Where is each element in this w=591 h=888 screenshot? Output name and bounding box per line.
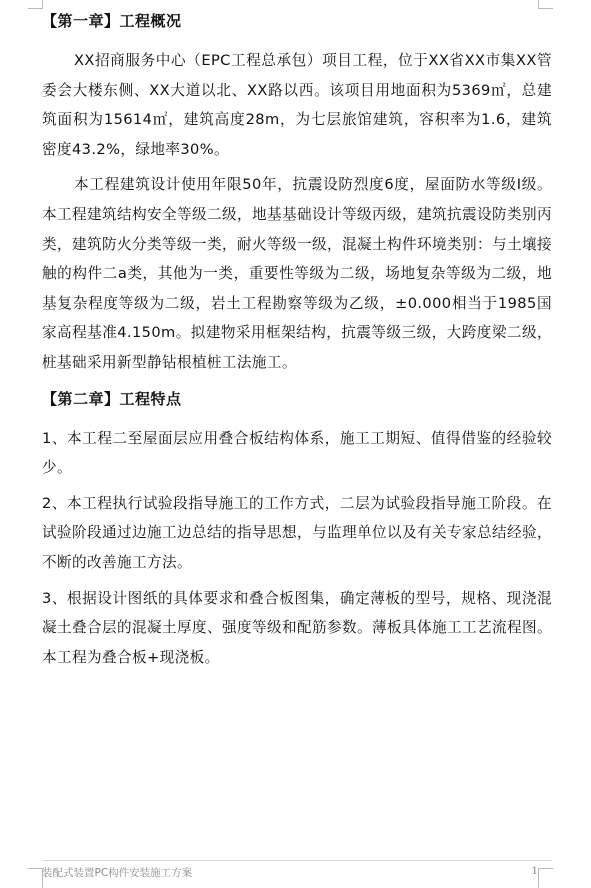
footer-page-number: 1	[531, 865, 538, 877]
crop-mark-bottom-left	[28, 868, 43, 888]
chapter-1-heading: 【第一章】工程概况	[42, 12, 182, 30]
footer-document-title: 装配式装置PC构件安装施工方案	[42, 867, 193, 879]
chapter-1-paragraph-design: 本工程建筑设计使用年限50年，抗震设防烈度6度，屋面防水等级Ⅰ级。本工程建筑结构安全等级二级，地基基础设计等级丙级，建筑抗震设防类别丙类，建筑防火分类等级一类，耐火等级一级，混凝土构件环境类别：与土壤接触的构件二a类，其他为一类，重要性等级为二级，场地复杂等级为二级，地基复杂程度等级为二级，岩土工程勘察等级为乙级，±0.000相当于1985国家高程基准4.150m。拟建物采用框架结构，抗震等级三级，大跨度梁二级，桩基础采用新型静钻根植桩工法施工。	[42, 176, 552, 371]
chapter-2-heading: 【第二章】工程特点	[42, 389, 182, 408]
document-body	[42, 10, 552, 672]
chapter-2-item-2: 2、本工程执行试验段指导施工的工作方式，二层为试验段指导施工阶段。在试验阶段通过边施工边总结的指导思想，与监理单位以及有关专家总结经验，不断的改善施工方法。	[42, 494, 552, 571]
crop-mark-top-right	[538, 0, 553, 9]
chapter-2-item-1: 1、本工程二至屋面层应用叠合板结构体系，施工工期短、值得借鉴的经验较少。	[42, 429, 552, 477]
chapter-2-item-3: 3、根据设计图纸的具体要求和叠合板图集，确定薄板的型号，规格、现浇混凝土叠合层的混凝土厚度、强度等级和配筋参数。薄板具体施工工艺流程图。本工程为叠合板+现浇板。	[42, 589, 552, 666]
chapter-1-paragraph-overview: XX招商服务中心（EPC工程总承包）项目工程，位于XX省XX市集XX管委会大楼东侧、XX大道以北、XX路以西。该项目用地面积为5369㎡，总建筑面积为15614㎡，建筑高度28m，为七层旅馆建筑，容积率为1.6，建筑密度43.2%，绿地率30%。	[42, 52, 552, 158]
crop-mark-top-left	[28, 0, 43, 9]
page-footer	[42, 860, 552, 883]
